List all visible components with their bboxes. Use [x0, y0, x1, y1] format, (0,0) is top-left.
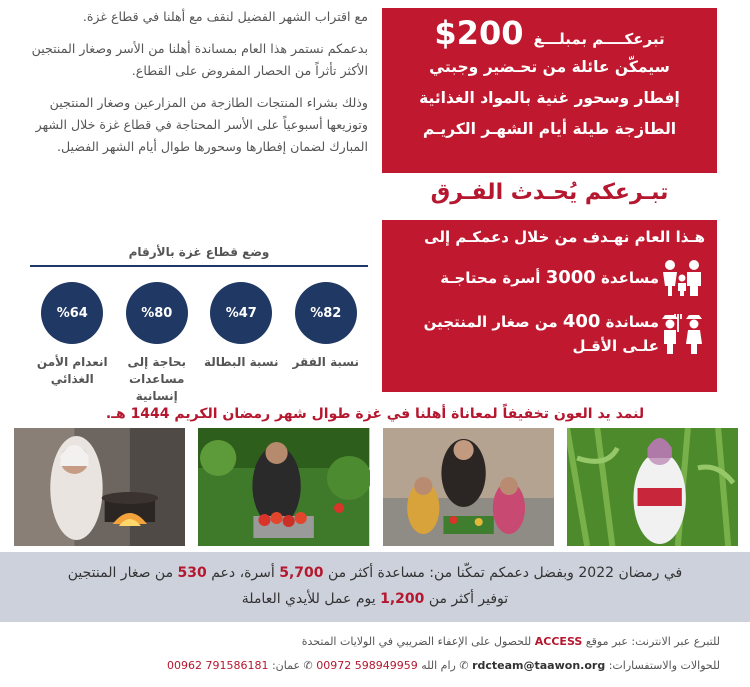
donation-amount-line: [396, 14, 703, 52]
stats-row: [30, 282, 368, 405]
donation-lead: تبرعكــــم بمبلـــغ: [533, 30, 665, 48]
results-band: [0, 552, 750, 622]
amman-label: عمان:: [271, 659, 301, 672]
family-number: 3000: [545, 267, 596, 288]
access-link[interactable]: ACCESS: [534, 635, 583, 648]
difference-title: تبـرعكم يُحـدث الفـرق: [430, 180, 669, 205]
ramallah-label: رام الله: [421, 659, 456, 672]
stat-circle: %64: [41, 282, 103, 344]
footer-text: للحوالات والاستفسارات:: [608, 659, 720, 672]
intro-paragraph-2: بدعمكم نستمر هذا العام بمساندة أهلنا من الأسر وصغار المنتجين الأكثر تأثراً من الحصار المفروض على القطاع.: [31, 41, 368, 78]
donation-line-3: الطازجة طيلة أيام الشهـر الكريـم: [422, 120, 677, 138]
stat-label: نسبة الفقر: [292, 355, 359, 369]
results-text: من صغار المنتجين: [67, 565, 174, 581]
footer: [30, 630, 720, 678]
stats-title: وضع قطاع غزة بالأرقام: [128, 245, 270, 259]
results-text: أسرة، دعم: [211, 565, 275, 581]
producer-suffix: من صغار المنتجين: [423, 313, 558, 331]
producer-prefix: مساندة: [605, 313, 659, 331]
producer-number: 400: [562, 311, 601, 332]
stat-humanitarian-need: [117, 282, 197, 405]
goal-families: [394, 258, 705, 298]
stat-circle: %82: [295, 282, 357, 344]
results-line-2: [0, 586, 750, 612]
photo-strip: [14, 428, 738, 546]
goal-producers: [394, 310, 705, 358]
footer-text: للتبرع عبر الانترنت: عبر موقع: [585, 635, 720, 648]
results-text: يوم عمل للأيدي العاملة: [241, 591, 376, 607]
results-text: توفير أكثر من: [428, 591, 509, 607]
footer-text: للحصول على الإعفاء الضريبي في الولايات المتحدة: [301, 635, 532, 648]
email-link[interactable]: rdcteam@taawon.org: [472, 659, 606, 672]
footer-contacts: [30, 654, 720, 678]
phone-icon: ✆: [303, 659, 313, 672]
intro-paragraph-3: وذلك بشراء المنتجات الطازجة من المزارعين وصغار المنتجين وتوزيعها أسبوعياً على الأسر المحتاجة في قطاع غزة خلال الشهر المبارك لضمان إفطارها وسحورها طوال أيام الشهر الفضيل.: [35, 95, 368, 154]
intro-text: [30, 6, 368, 168]
photo-family-sorting: [383, 428, 554, 546]
amman-phone[interactable]: 00962 791586181: [166, 659, 269, 672]
results-line-1: [0, 560, 750, 586]
results-producers-count: 530: [177, 565, 207, 581]
family-suffix: أسرة محتاجـة: [440, 269, 541, 287]
producer-line-2: علـى الأقـل: [572, 337, 659, 355]
donation-line-2: إفطار وسحور غنية بالمواد الغذائية: [419, 89, 680, 107]
farmers-icon: [659, 312, 705, 356]
goals-box: [382, 220, 717, 392]
photo-corn-field: [567, 428, 738, 546]
stat-circle: %80: [126, 282, 188, 344]
intro-paragraph-1: مع اقتراب الشهر الفضيل لنقف مع أهلنا في قطاع غزة.: [82, 9, 368, 24]
stat-unemployment: [201, 282, 281, 405]
photo-tomato-harvest: [198, 428, 369, 546]
stat-poverty: [286, 282, 366, 405]
results-workdays-count: 1,200: [380, 591, 425, 607]
stat-food-insecurity: [32, 282, 112, 405]
goals-intro: هـذا العام نهـدف من خلال دعمكـم إلى: [424, 228, 705, 246]
donation-line-1: سيمكّن عائلة من تحـضير وجبتي: [429, 58, 670, 76]
stat-circle: %47: [210, 282, 272, 344]
stat-label: نسبة البطالة: [203, 355, 279, 369]
stats-divider: [30, 265, 368, 267]
photo-woman-cooking: [14, 428, 185, 546]
donation-box: [382, 8, 717, 173]
family-prefix: مساعدة: [601, 269, 659, 287]
appeal-headline: لنمد يد العون تخفيفاً لمعاناة أهلنا في غزة طوال شهر رمضان الكريم 1444 هـ.: [105, 406, 645, 422]
family-icon: [659, 258, 705, 298]
stat-label: انعدام الأمن الغذائي: [36, 355, 108, 386]
ramallah-phone[interactable]: 00972 598949959: [316, 659, 418, 672]
results-families-count: 5,700: [279, 565, 324, 581]
stat-label: بحاجة إلى مساعدات إنسانية: [127, 355, 187, 403]
results-text: في رمضان 2022 وبفضل دعمكم تمكّنا من: مساعدة أكثر من: [327, 565, 683, 581]
phone-icon: ✆: [459, 659, 469, 672]
donation-amount: $200: [434, 14, 524, 52]
footer-online-donation: [30, 630, 720, 654]
